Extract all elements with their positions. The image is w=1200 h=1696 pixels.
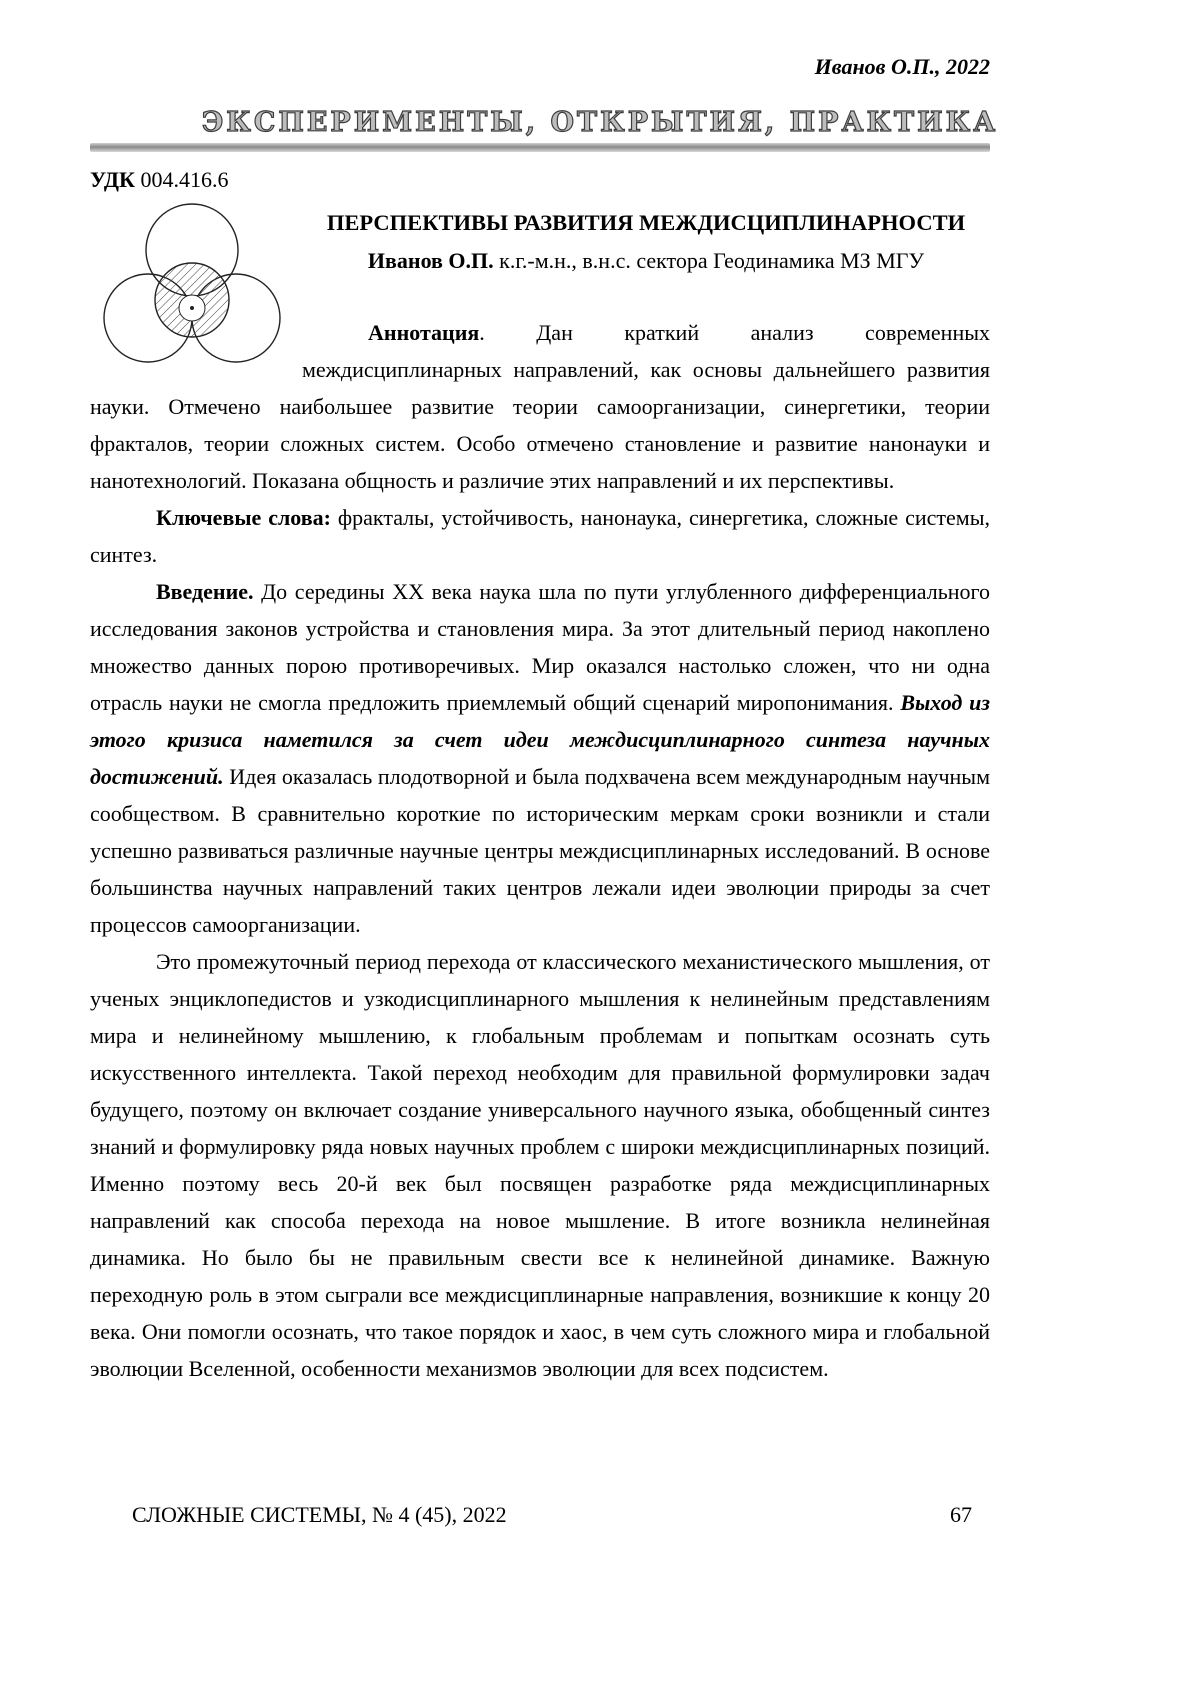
keywords-text: фракталы, устойчивость, нанонаука, синергетика, сложные системы, синтез. [90, 505, 991, 567]
page-footer [90, 1502, 990, 1528]
author-affiliation: к.г.-м.н., в.н.с. сектора Геодинамика МЗ МГУ [493, 248, 925, 273]
introduction-paragraph [90, 573, 990, 943]
introduction-label: Введение. [156, 579, 254, 604]
page-content [90, 0, 999, 1387]
abstract-text: . Дан краткий анализ современных междисциплинарных направлений, как основы дальнейшего развития науки. Отмечено наибольшее развитие теории самоорганизации, синергетики, теории фракталов, теории сложных систем. Особо отмечено становление и развитие нанонауки и нанотехнологий. Показана общность и различие этих направлений и их перспективы. [90, 320, 990, 493]
author-name: Иванов О.П. [367, 248, 494, 273]
journal-logo [90, 196, 302, 380]
abstract-label: Аннотация [368, 320, 480, 345]
introduction-text-2: Идея оказалась плодотворной и была подхвачена всем международным научным сообществом. В сравнительно короткие по историческим меркам сроки возникли и стали успешно развиваться различные научные центры междисциплинарных исследований. В основе большинства научных направлений таких центров лежали идеи эволюции природы за счет процессов самоорганизации. [90, 764, 990, 937]
keywords-label: Ключевые слова: [156, 505, 331, 530]
horizontal-rule [90, 143, 990, 152]
introduction-emphasis: Выход из этого кризиса наметился за счет идеи междисциплинарного синтеза научных достижений. [90, 690, 990, 789]
section-banner: ЭКСПЕРИМЕНТЫ, ОТКРЫТИЯ, ПРАКТИКА [201, 107, 999, 138]
body-paragraph-2: Это промежуточный период перехода от классического механистического мышления, от ученых энциклопедистов и узкодисциплинарного мышления к нелинейным представлениям мира и нелинейному мышлению, к глобальным проблемам и попыткам осознать суть искусственного интеллекта. Такой переход необходим для правильной формулировки задач будущего, поэтому он включает создание универсального научного языка, обобщенный синтез знаний и формулировку ряда новых научных проблем с широки междисциплинарных позиций. Именно поэтому весь 20-й век был посвящен разработке ряда междисциплинарных направлений как способа перехода на новое мышление. В итоге возникла нелинейная динамика. Но было бы не правильным свести все к нелинейной динамике. Важную переходную роль в этом сыграли все междисциплинарные направления, возникшие к концу 20 века. Они помогли осознать, что такое порядок и хаос, в чем суть сложного мира и глобальной эволюции Вселенной, особенности механизмов эволюции для всех подсистем. [90, 949, 990, 1381]
keywords-paragraph [90, 499, 990, 573]
venn-circles-icon [90, 200, 294, 378]
copyright-header: Иванов О.П., 2022 [814, 54, 990, 79]
introduction-text-1: До середины XX века наука шла по пути углубленного дифференциального исследования законов устройства и становления мира. За этот длительный период накоплено множество данных порою противоречивых. Мир оказался настолько сложен, что ни одна отрасль науки не смогла предложить приемлемый общий сценарий миропонимания. [90, 579, 990, 715]
udk-line [90, 164, 990, 196]
article-title: ПЕРСПЕКТИВЫ РАЗВИТИЯ МЕЖДИСЦИПЛИНАРНОСТИ [326, 210, 966, 235]
journal-footer-title: СЛОЖНЫЕ СИСТЕМЫ, № 4 (45), 2022 [132, 1502, 507, 1527]
page-number: 67 [950, 1502, 972, 1527]
udk-value: 004.416.6 [135, 167, 229, 192]
udk-label: УДК [90, 167, 136, 192]
